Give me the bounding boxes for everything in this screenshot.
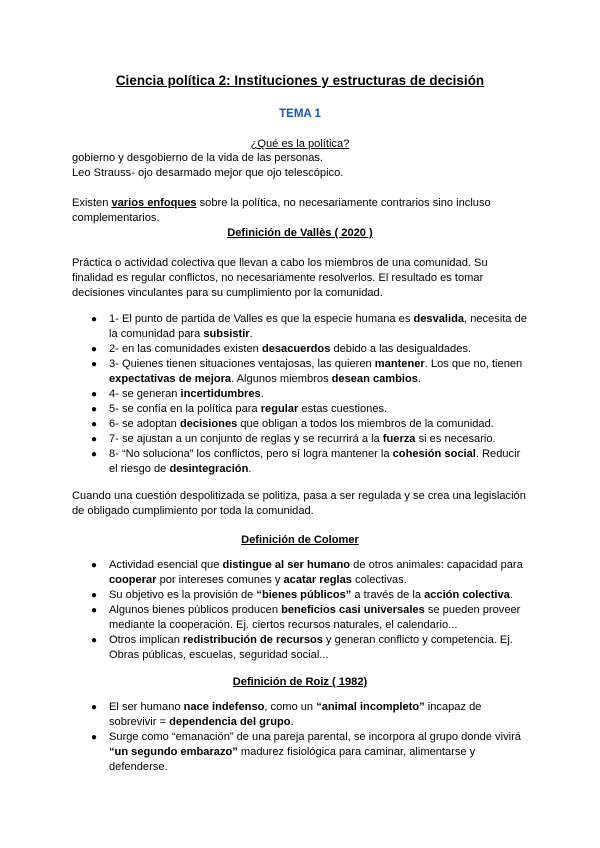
intro-line-2: Leo Strauss- ojo desarmado mejor que ojo telescópico. [72,167,344,179]
bullet-icon: ● [91,590,98,601]
bullet-icon: ● [91,560,98,571]
bullet-icon: ● [91,344,98,355]
intro-line-1: gobierno y desgobierno de la vida de las personas. [72,152,324,164]
text-span: . [509,589,513,601]
bold-span: nace indefenso [183,701,265,713]
document-title: Ciencia política 2: Instituciones y estructuras de decisión [115,73,485,88]
bullet-icon: ● [91,434,98,445]
emphasis-span: varios enfoques [111,197,197,209]
text-span: colectivas. [351,574,407,586]
bold-span: desean cambios [331,373,418,385]
bold-span: regular [260,403,299,415]
text-span: 3- Quienes tienen situaciones ventajosas, las quieren [109,358,375,370]
bullet-icon: ● [91,635,98,646]
bold-span: cooperar [109,574,157,586]
text-span: . Algunos miembros [231,373,332,385]
text-span: se pueden proveer [424,604,521,616]
text-span: si es necesario. [415,433,496,445]
list-item [91,633,531,663]
bullet-icon: ● [91,449,98,460]
text-span: Cuando una cuestión despolitizada se politiza, pasa a ser regulada y se crea una legislación [72,490,526,502]
bold-span: beneficios casi universales [281,604,425,616]
colomer-heading: Definición de Colomer [241,534,359,546]
bullet-icon: ● [91,732,98,743]
text-span: decisiones vinculantes para su cumplimiento por la comunidad. [72,287,383,299]
text-span: finalidad es regular conflictos, no necesariamente resolverlos. El resultado es tomar [72,272,484,284]
text-span: . Reducir [475,448,521,460]
valles-list [91,312,531,477]
text-span: complementarios. [72,212,160,224]
bullet-icon: ● [91,314,98,325]
bold-span: “animal incompleto” [316,701,425,713]
bold-span: decisiones [179,418,238,430]
list-item [91,402,531,417]
text-span: . [260,388,264,400]
text-span: , como un [264,701,317,713]
bullet-icon: ● [91,389,98,400]
bold-span: desintegración [169,463,249,475]
text-span: Actividad esencial que [109,559,223,571]
text-span: de obligado cumplimiento por toda la comunidad. [72,505,314,517]
text-span: 5- se confía en la política para [109,403,261,415]
text-span: que obligan a todos los miembros de la comunidad. [237,418,494,430]
text-span: . [249,328,253,340]
list-item [91,730,531,775]
bold-span: “bienes públicos” [256,589,352,601]
text-span: El ser humano [109,701,184,713]
question-heading: ¿Qué es la política? [250,138,350,150]
text-span: por intereses comunes y [156,574,284,586]
bold-span: redistribución de recursos [182,634,323,646]
roiz-heading: Definición de Roiz ( 1982) [232,676,368,688]
bold-span: “un segundo embarazo” [109,746,238,758]
list-item [91,357,531,387]
text-span: debido a las desigualdades. [330,343,472,355]
bold-span: acatar reglas [283,574,352,586]
politization-paragraph [72,489,542,519]
bullet-icon: ● [91,605,98,616]
text-span: a través de la [351,589,425,601]
text-span: incapaz de [424,701,482,713]
text-span: Práctica o actividad colectiva que llevan a cabo los miembros de una comunidad. Su [72,257,488,269]
text-span: de otros animales: capacidad para [350,559,523,571]
text-span: Su objetivo es la provisión de [109,589,257,601]
text-span: 7- se ajustan a un conjunto de reglas y se recurrirá a la [109,433,383,445]
bold-span: incertidumbres [180,388,261,400]
text-span: madurez fisiológica para caminar, alimentarse y [237,746,476,758]
bold-span: desvalida [413,313,465,325]
text-span: 2- en las comunidades existen [109,343,262,355]
list-item [91,700,531,730]
text-span: . Los que no, tienen [424,358,523,370]
bullet-icon: ● [91,359,98,370]
text-span: Obras públicas, escuelas, seguridad social... [109,649,329,661]
bold-span: cohesión social [392,448,476,460]
text-span: el riesgo de [109,463,170,475]
text-span: . [417,373,422,385]
bold-span: fuerza [382,433,416,445]
section-tema: TEMA 1 [279,108,321,120]
text-span: Otros implican [109,634,183,646]
text-span: 6- se adoptan [109,418,180,430]
text-span: Algunos bienes públicos producen [109,604,282,616]
text-span: la comunidad para [109,328,204,340]
bullet-icon: ● [91,404,98,415]
list-item [91,342,531,357]
list-item [91,387,531,402]
text-span: y generan conflicto y competencia. Ej. [322,634,513,646]
bullet-icon: ● [91,419,98,430]
bold-span: distingue al ser humano [222,559,351,571]
list-item [91,588,531,603]
bold-span: desacuerdos [261,343,331,355]
valles-heading: Definición de Vallès ( 2020 ) [227,227,373,239]
list-item [91,432,531,447]
bullet-icon: ● [91,702,98,713]
list-item [91,312,531,342]
list-item [91,417,531,432]
text-span: defenderse. [109,761,168,773]
text-span: 8- “No soluciona” los conflictos, pero sí logra mantener la [109,448,393,460]
text-span: 1- El punto de partida de Valles es que la especie humana es [109,313,414,325]
text-span: , necesita de [464,313,527,325]
bold-span: acción colectiva [424,589,510,601]
text-span: sobrevivir = [109,716,170,728]
text-span: . [290,716,294,728]
text-span: estas cuestiones. [298,403,388,415]
bold-span: mantener [374,358,425,370]
text-span: 4- se generan [109,388,181,400]
bold-span: expectativas de mejora [109,373,232,385]
text-span: sobre la política, no necesariamente contrarios sino incluso [196,197,491,209]
text-span: . [248,463,252,475]
valles-paragraph [72,256,532,301]
text-span: Existen [72,197,112,209]
enfoques-paragraph [72,196,532,226]
bold-span: dependencia del grupo [169,716,291,728]
text-span: Surge como “emanación” de una pareja parental, se incorpora al grupo donde vivirá [109,731,521,743]
text-span: mediante la cooperación. Ej. ciertos recursos naturales, el calendario... [109,619,458,631]
roiz-list [91,700,531,775]
list-item [91,603,531,633]
colomer-list [91,558,531,663]
bold-span: subsistir [203,328,250,340]
list-item [91,447,531,477]
list-item [91,558,531,588]
